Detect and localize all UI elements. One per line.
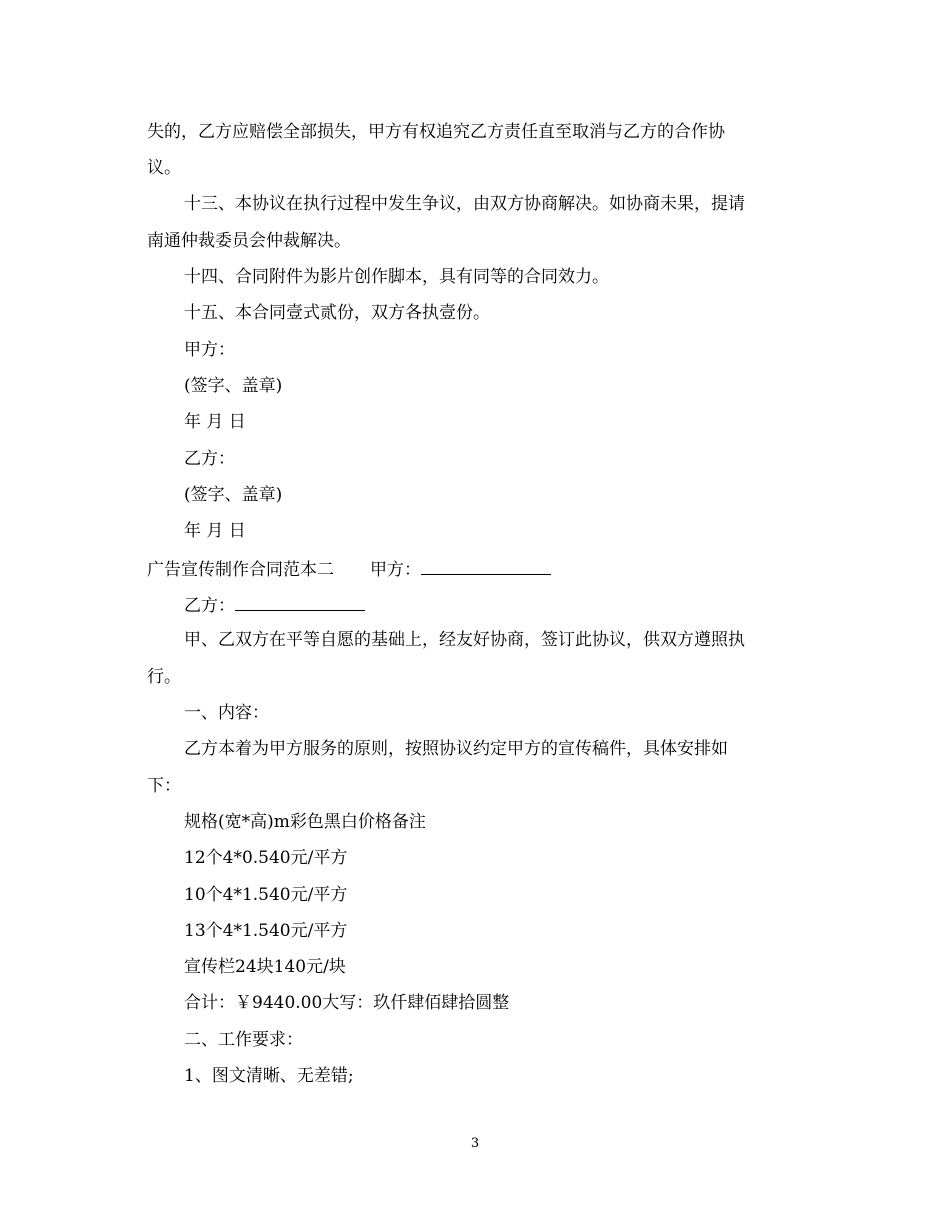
party-b-field-line [184, 592, 365, 618]
party-b-blank [235, 592, 365, 611]
spec-item-line: 13个4*1.540元/平方 [184, 921, 348, 941]
date-line: 年 月 日 [184, 412, 246, 432]
clause-14-line: 十四、合同附件为影片创作脚本，具有同等的合同效力。 [184, 267, 609, 287]
paragraph-line: 行。 [147, 667, 181, 687]
paragraph-line: 失的，乙方应赔偿全部损失，甲方有权追究乙方责任直至取消与乙方的合作协 [147, 122, 725, 142]
party-a-label: 甲方： [184, 340, 235, 360]
paragraph-line: 议。 [147, 158, 181, 178]
paragraph-line: 南通仲裁委员会仲裁解决。 [147, 231, 351, 251]
party-b-label: 乙方： [184, 449, 235, 469]
contract-title-line [147, 556, 551, 582]
party-a-blank [421, 556, 551, 575]
spec-item-line: 10个4*1.540元/平方 [184, 885, 348, 905]
total-line: 合计：￥9440.00大写：玖仟肆佰肆拾圆整 [184, 993, 510, 1013]
spec-item-line: 宣传栏24块140元/块 [184, 957, 346, 977]
paragraph-line: 下： [147, 776, 181, 796]
signature-note: (签字、盖章) [184, 485, 283, 505]
spec-header-line: 规格(宽*高)m彩色黑白价格备注 [184, 812, 426, 832]
spec-item-line: 12个4*0.540元/平方 [184, 848, 348, 868]
section-heading: 二、工作要求： [184, 1030, 303, 1050]
contract-title: 广告宣传制作合同范本二 [147, 560, 334, 580]
paragraph-line: 乙方本着为甲方服务的原则，按照协议约定甲方的宣传稿件，具体安排如 [184, 739, 728, 759]
date-line: 年 月 日 [184, 521, 246, 541]
paragraph-line: 甲、乙双方在平等自愿的基础上，经友好协商，签订此协议，供双方遵照执 [184, 630, 745, 650]
party-a-field-label: 甲方： [370, 560, 421, 580]
party-b-field-label: 乙方： [184, 596, 235, 616]
section-heading: 一、内容： [184, 703, 269, 723]
page-number: 3 [470, 1136, 480, 1151]
clause-13-line: 十三、本协议在执行过程中发生争议，由双方协商解决。如协商未果，提请 [184, 194, 745, 214]
signature-note: (签字、盖章) [184, 376, 283, 396]
requirement-item: 1、图文清晰、无差错; [184, 1066, 354, 1086]
clause-15-line: 十五、本合同壹式贰份，双方各执壹份。 [184, 303, 490, 323]
